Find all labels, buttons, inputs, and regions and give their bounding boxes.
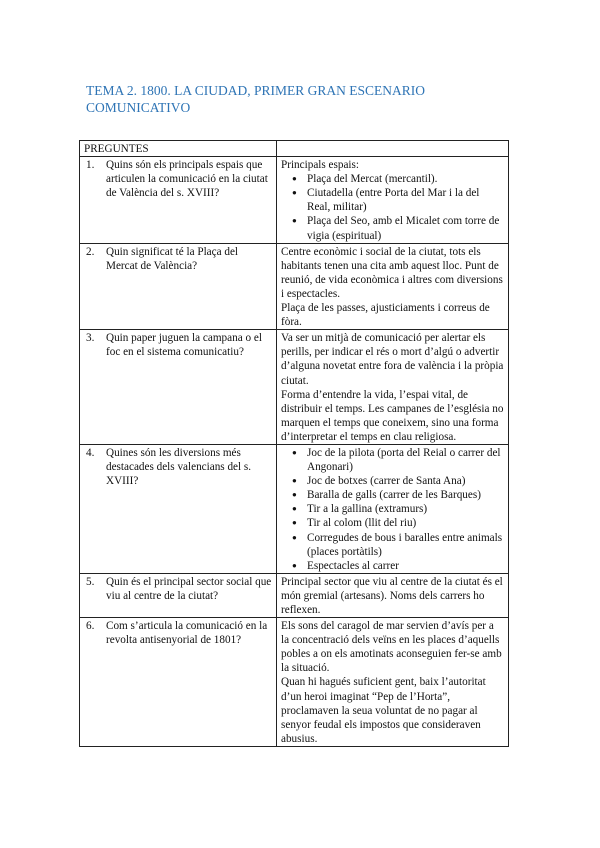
question-text: Com s’articula la comunicació en la revolta antisenyorial de 1801? (106, 620, 268, 647)
question-cell (80, 444, 277, 573)
table-row (80, 573, 509, 617)
answer-paragraph: Centre econòmic i social de la ciutat, tots els habitants tenen una cita amb aquest lloc. Punt de reunió, de vida econòmica i altres com diversions i espectacles. (281, 245, 503, 300)
question-cell (80, 618, 277, 747)
list-item: ● Baralla de galls (carrer de les Barques) (307, 488, 504, 502)
answer-paragraph: Va ser un mitjà de comunicació per alertar els perills, per indicar el rés o mort d’algú o advertir d’alguna novetat entre fora de valència i la pròpia ciutat. (281, 332, 504, 387)
table-header-row (80, 141, 509, 157)
question-text: Quin és el principal sector social que viu al centre de la ciutat? (106, 575, 272, 602)
answer-paragraph: Principal sector que viu al centre de la ciutat és el món gremial (artesans). Noms dels carrers ho reflexen. (281, 575, 503, 616)
table-header-cell: PREGUNTES (80, 141, 277, 157)
question-cell (80, 243, 277, 330)
list-item: ● Tir al colom (llit del riu) (307, 516, 504, 530)
question-cell (80, 573, 277, 617)
answer-cell (277, 573, 509, 617)
question-cell (80, 157, 277, 244)
list-item: ● Corregudes de bous i baralles entre animals (places portàtils) (307, 531, 504, 559)
answer-cell (277, 243, 509, 330)
answer-intro: Principals espais: (281, 159, 359, 172)
answer-paragraph: Els sons del caragol de mar servien d’avís per a la concentració dels veïns en les places d’aquells pobles a on els amotinats aconseguien fer-se amb la situació. (281, 620, 502, 675)
question-number: 5. (86, 575, 95, 588)
question-number: 3. (86, 332, 95, 345)
question-number: 1. (86, 159, 95, 172)
table-row (80, 243, 509, 330)
question-number: 6. (86, 620, 95, 633)
questions-table (79, 140, 509, 747)
question-cell (80, 330, 277, 445)
list-item: ● Joc de la pilota (porta del Reial o carrer del Angonari) (307, 446, 504, 474)
table-row (80, 444, 509, 573)
answer-paragraph: Quan hi hagués suficient gent, baix l’autoritat d’un heroi imaginat “Pep de l’Horta”, proclamaven la seua voluntat de no pagar al senyor feudal els impostos que consideraven abusius. (281, 676, 486, 745)
list-item: ● Tir a la gallina (extramurs) (307, 502, 504, 516)
answer-list (281, 172, 504, 242)
list-item: ● Plaça del Mercat (mercantil). (307, 172, 504, 186)
question-text: Quin paper juguen la campana o el foc en el sistema comunicatiu? (106, 332, 262, 359)
answer-paragraph: Forma d’entendre la vida, l’espai vital, de distribuir el temps. Les campanes de l’església no marquen el temps que coneixem, sino una forma d’interpretar el temps en clau religiosa. (281, 388, 504, 443)
answer-cell (277, 444, 509, 573)
answer-cell (277, 157, 509, 244)
table-row (80, 618, 509, 747)
list-item: ● Espectacles al carrer (307, 559, 504, 573)
question-number: 4. (86, 446, 95, 459)
answer-cell (277, 618, 509, 747)
question-text: Quin significat té la Plaça del Mercat de València? (106, 245, 239, 272)
question-text: Quines són les diversions més destacades dels valencians del s. XVIII? (106, 446, 252, 488)
list-item: ● Plaça del Seo, amb el Micalet com torre de vigia (espiritual) (307, 214, 504, 242)
answer-paragraph: Plaça de les passes, ajusticiaments i correus de fòra. (281, 302, 490, 329)
document-title: TEMA 2. 1800. LA CIUDAD, PRIMER GRAN ESCENARIO COMUNICATIVO (86, 83, 426, 115)
table-row (80, 330, 509, 445)
list-item: ● Joc de botxes (carrer de Santa Ana) (307, 474, 504, 488)
answer-cell (277, 330, 509, 445)
table-header-empty-cell (277, 141, 509, 157)
question-number: 2. (86, 245, 95, 258)
list-item: ● Ciutadella (entre Porta del Mar i la del Real, militar) (307, 186, 504, 214)
question-text: Quins són els principals espais que articulen la comunicació en la ciutat de València del s. XVIII? (106, 159, 268, 200)
table-row (80, 157, 509, 244)
answer-list (281, 446, 504, 573)
